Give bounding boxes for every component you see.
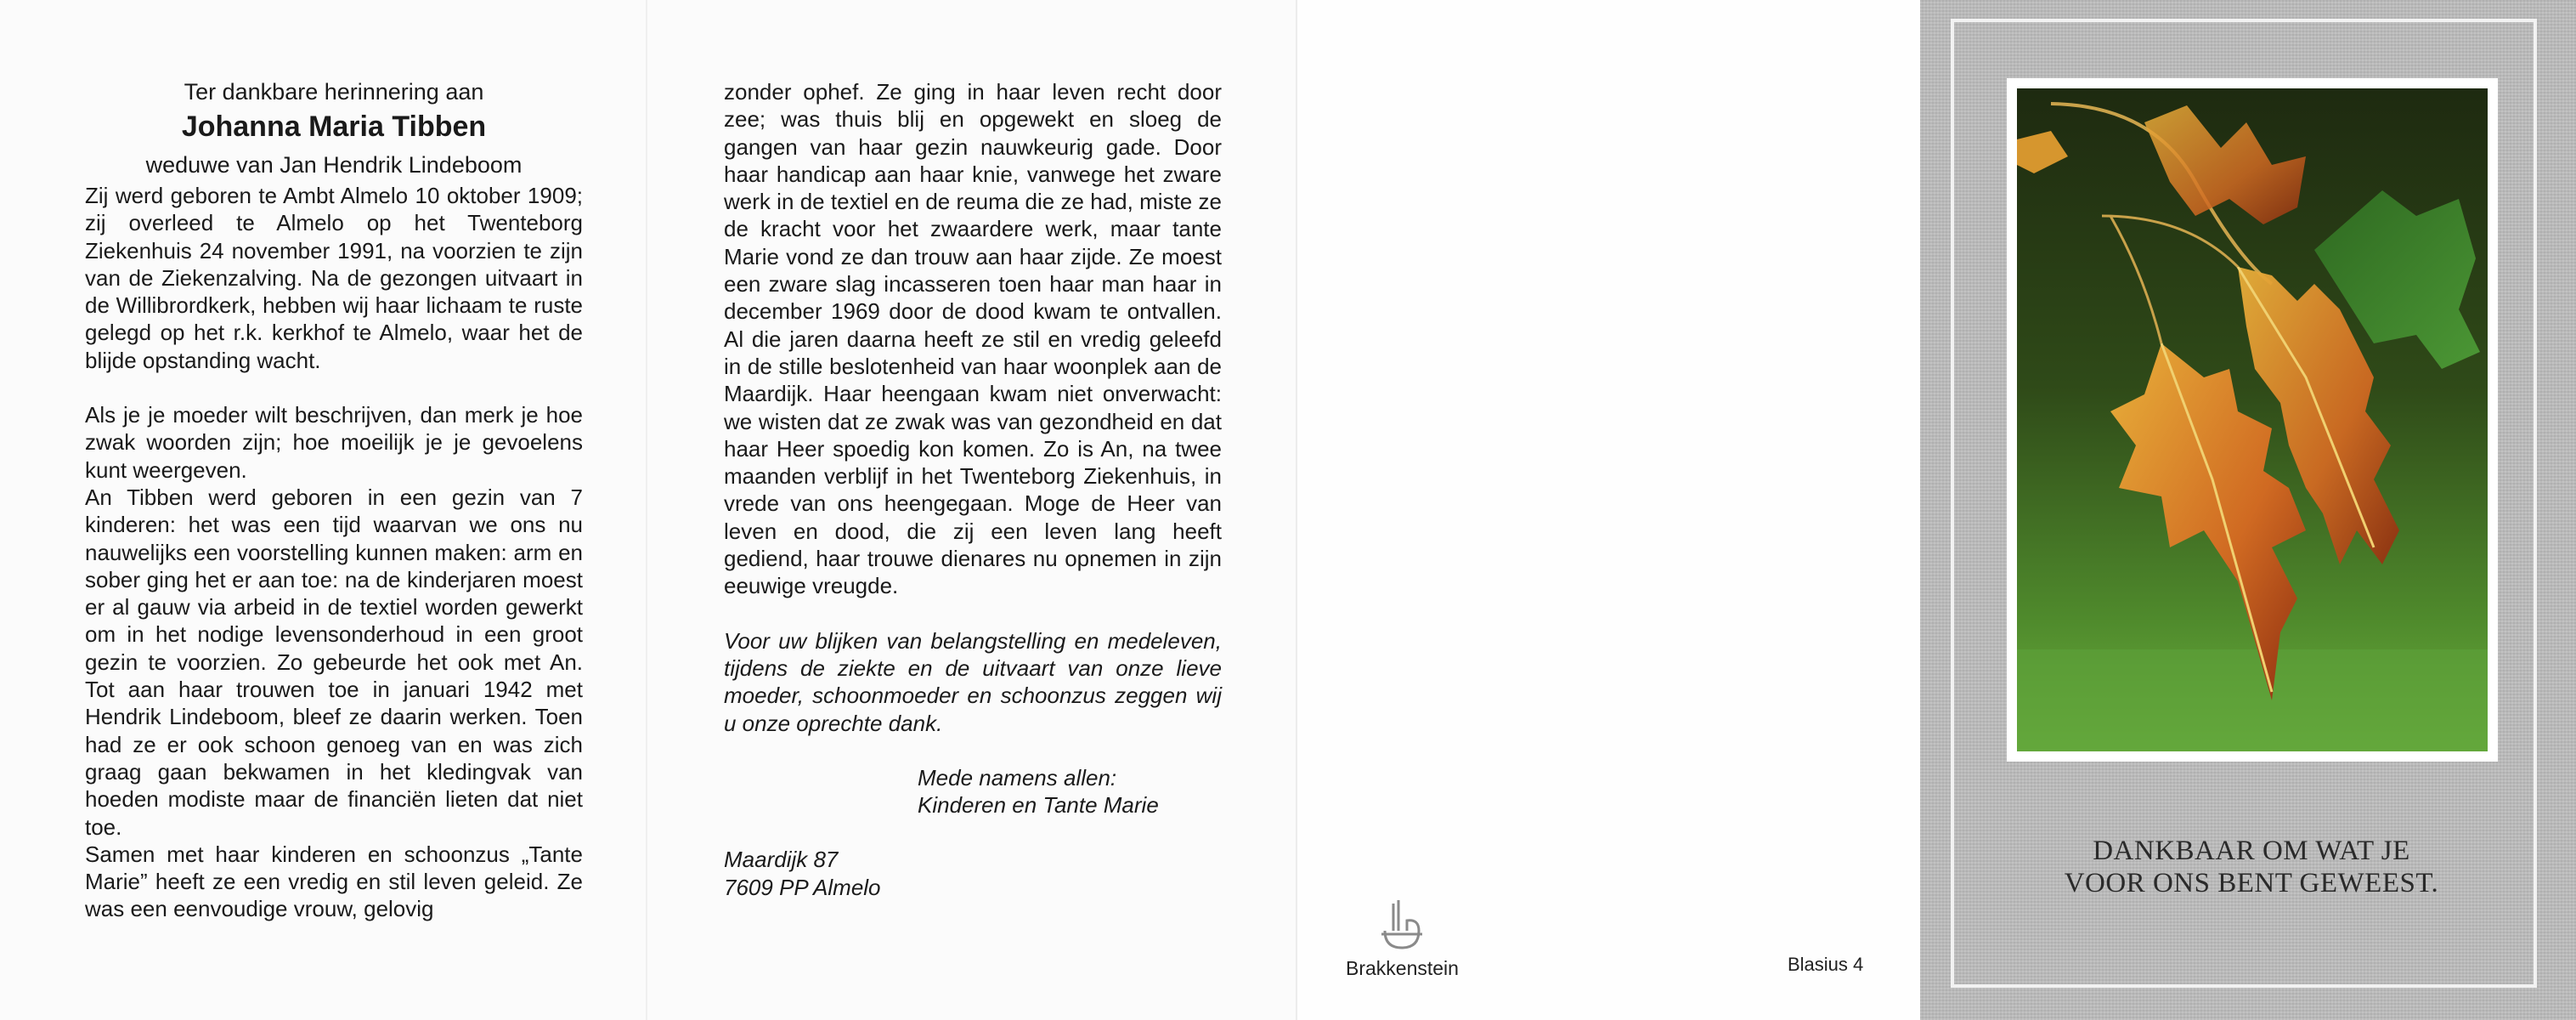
address-line-2: 7609 PP Almelo: [724, 874, 881, 900]
motto-line-1: DANKBAAR OM WAT JE: [2093, 836, 2410, 866]
inside-left-column: [85, 78, 583, 923]
biography-paragraph-1: Zij werd geboren te Ambt Almelo 10 oktober 1909; zij overleed te Almelo op het Twenteborg Ziekenhuis 24 november 1991, na voorzien te zijn van de Ziekenzalving. Na de gezongen uitvaart in de Willibrordkerk, hebben wij haar lichaam te ruste gelegd op het r.k. kerkhof te Almelo, waar het de blijde opstanding wacht.: [85, 183, 583, 373]
autumn-leaves-photo: [2017, 88, 2488, 751]
biography-continuation: zonder ophef. Ze ging in haar leven recht door zee; was thuis blij en opgewekt en sloeg de gangen van haar gezin nauwkeurig gade. Door haar handicap aan haar knie, vanwege het zware werk in de textiel en de reuma die ze had, miste ze de kracht voor het zwaardere werk, maar tante Marie vond ze dan trouw aan haar zijde. Ze moest een zware slag incasseren toen haar man haar in december 1969 door de dood kwam te ontvallen. Al die jaren daarna heeft ze stil en vredig geleefd in de stille beslotenheid van haar woonplek aan de Maardijk. Haar heengaan kwam niet onverwacht: we wisten dat ze zwak was van gezondheid en dat haar Heer spoedig kon komen. Zo is An, na twee maanden verblijf in het Twenteborg Ziekenhuis, in vrede van ons heengegaan. Moge de Heer van leven en dood, die zij een leven lang heeft gediend, haar trouwe dienares nu opnemen in zijn eeuwige vreugde.: [724, 79, 1222, 599]
brakkenstein-logo-icon: [1376, 897, 1427, 955]
biography-paragraph-4: Samen met haar kinderen en schoonzus „Tante Marie” heeft ze een vredig en stil leven geleid. Ze was een eenvoudige vrouw, gelovig: [85, 841, 583, 922]
signature-line-2: Kinderen en Tante Marie: [918, 792, 1159, 819]
inside-right-column: [724, 78, 1222, 901]
signature-line-1: Mede namens allen:: [918, 764, 1117, 790]
fold-line: [646, 0, 647, 1020]
biography-paragraph-3: An Tibben werd geboren in een gezin van 7 kinderen: het was een tijd waarvan we ons nu nauwelijks een voorstelling kunnen maken: arm en sober ging het er aan toe: na de kinderjaren moest er al gauw via arbeid in de textiel worden gewerkt om in het nodige levensonderhoud in een groot gezin te voorzien. Zo gebeurde het ook met An. Tot aan haar trouwen toe in januari 1942 met Hendrik Lindeboom, bleef ze daarin werken. Toen had ze er ook schoon genoeg van en was zich graag gaan bekwamen in het kledingvak van hoeden modiste maar de financiën lieten dat niet toe.: [85, 484, 583, 840]
series-label: Blasius 4: [1788, 954, 1864, 975]
cover-photo-frame: [2007, 78, 2498, 762]
cover-motto: [2005, 835, 2498, 899]
intro-line: Ter dankbare herinnering aan: [184, 79, 484, 105]
address-line-1: Maardijk 87: [724, 847, 839, 873]
motto-line-2: VOOR ONS BENT GEWEEST.: [2064, 868, 2439, 898]
deceased-name: Johanna Maria Tibben: [181, 110, 487, 143]
thanks-paragraph: Voor uw blijken van belangstelling en medeleven, tijdens de ziekte en de uitvaart van onze lieve moeder, schoonmoeder en schoonzus zeggen wij u onze oprechte dank.: [724, 627, 1222, 736]
back-panel: [1296, 0, 1922, 1020]
publisher-name: Brakkenstein: [1346, 957, 1459, 979]
relation-line: weduwe van Jan Hendrik Lindeboom: [145, 152, 523, 178]
biography-paragraph-2: Als je je moeder wilt beschrijven, dan merk je hoe zwak woorden zijn; hoe moeilijk je je gevoelens kunt weergeven.: [85, 402, 583, 483]
